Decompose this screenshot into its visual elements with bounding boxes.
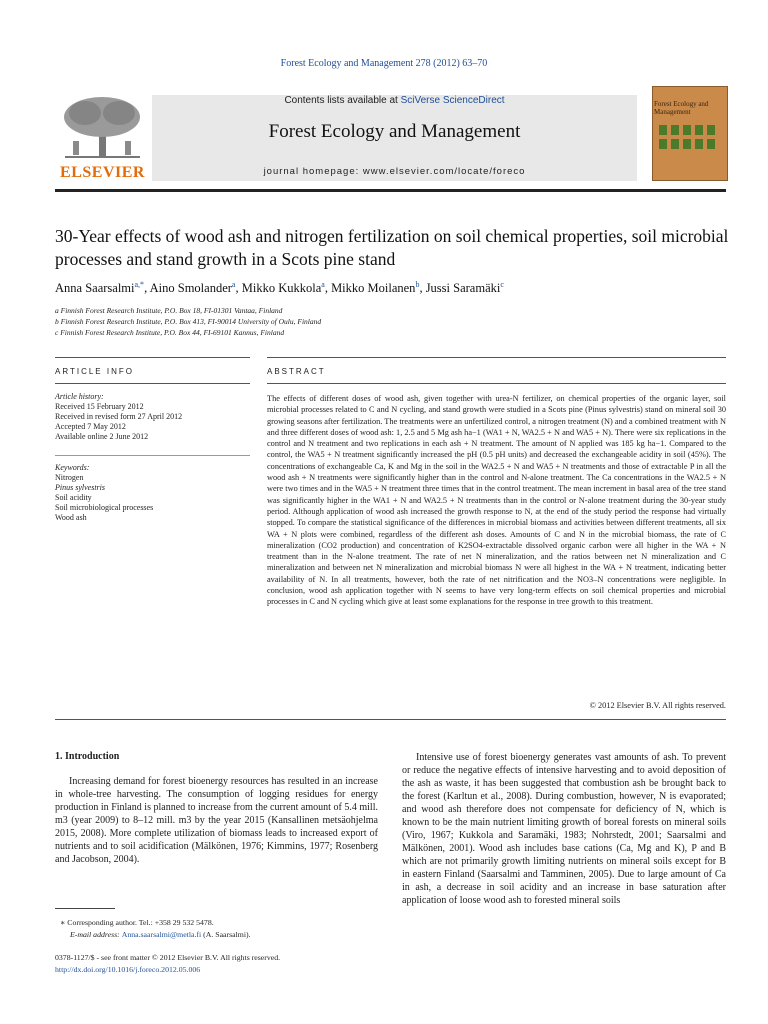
article-info-heading: ARTICLE INFO [55, 367, 134, 376]
history-item: Available online 2 June 2012 [55, 432, 149, 441]
history-item: Accepted 7 May 2012 [55, 422, 126, 431]
article-info-rule [55, 383, 250, 384]
email-note [70, 929, 251, 940]
abstract-heading: ABSTRACT [267, 367, 326, 376]
abstract-text: The effects of different doses of wood ash, given together with urea-N fertilizer, on chemical properties of the organic layer, soil microbial processes related to C and N cycling, and stand growth were studied in a Scots pine (Pinus sylvestris) stand on mineral soil 30 growing seasons after fertilization. The treatments were an unfertilized control, a nitrogen treatment (N) and a combined treatment with N and three different doses of wood ash: 1, 2.5 and 5 Mg ash ha−1 (WA1 + N, WA2.5 + N and WA5 + N). There were six replications in the control and N treatment and two replications in each ash + N treatment. The amount of N applied was 185 kg ha−1. Compared to the control, the WA5 + N treatment significantly increased the pH (0.5 pH units) and decreased the exchangeable acidity in soil (45%). The concentrations of exchangeable Ca, K and Mg in the soil in the WA2.5 + N and WA5 + N treatments and those of extractable P in all the wood ash + N treatments were significantly higher than in the control and N-alone treatment. The Ca concentrations in the WA2.5 + N were two times and in the WA5 + N treatment three times that in the control treatment. The mean increment in basal area of the tree stand was significantly higher in the WA1 + N and WA2.5 + N treatments than in the control or N-alone treatment during the 30-year study period. Although application of wood ash increased the growth response to N, at the end of the study period the response had virtually stopped. To compare the statistical significance of the differences in microbial biomass and activities between different treatments, all six WA + N plots were combined, regardless of the different ash doses. Amounts of C and N in the microbial biomass, the rate of C mineralization (CO2 production) and concentration of K2SO4-extractable dissolved organic carbon were all higher in the WA + N treatment than in the N-alone treatment. The rate of net N mineralization, and the ratios between net N mineralization and C mineralization and between net N mineralization and microbial biomass N were all highest in the WA + N treatment, indicating better availability of N. In all treatments, however, both the rate of net nitrification and the NO3–N concentrations were negligible. In conclusion, wood ash application together with N seems to have very long-term effects on soil chemical properties and microbial processes in C and N cycling which give at least some explanations for the response in tree growth to this treatment. [267, 394, 726, 607]
email-link[interactable]: Anna.saarsalmi@metla.fi [121, 930, 202, 939]
journal-homepage[interactable]: journal homepage: www.elsevier.com/locate/foreco [263, 166, 526, 177]
history-item: Received 15 February 2012 [55, 402, 144, 411]
keyword-item: Soil microbiological processes [55, 503, 154, 512]
keywords [55, 463, 250, 523]
keyword-item: Nitrogen [55, 473, 84, 482]
keywords-rule [55, 455, 250, 456]
journal-reference[interactable]: Forest Ecology and Management 278 (2012) 63–70 [280, 58, 488, 69]
author-affiliation-mark[interactable]: a [231, 280, 236, 289]
author-name: Mikko Moilanen [331, 281, 416, 296]
article-history [55, 392, 250, 442]
keyword-item: Pinus sylvestris [55, 483, 105, 492]
footnote-rule [55, 908, 115, 909]
issn-line: 0378-1127/$ - see front matter © 2012 Elsevier B.V. All rights reserved. [55, 953, 281, 962]
paper-title: 30-Year effects of wood ash and nitrogen fertilization on soil chemical properties, soil microbial processes and stand growth in a Scots pine stand [55, 226, 729, 269]
author-name: Mikko Kukkola [241, 281, 322, 296]
author-name: Anna Saarsalmi [55, 281, 135, 296]
email-label: E-mail address: [70, 930, 122, 939]
abstract-rule [267, 383, 726, 384]
header-rule [55, 189, 726, 192]
corresponding-author-note: ∗ Corresponding author. Tel.: +358 29 532 5478. [60, 918, 214, 927]
copyright-notice: © 2012 Elsevier B.V. All rights reserved. [589, 701, 726, 710]
abstract-rule [267, 357, 726, 358]
history-label: Article history: [55, 392, 104, 401]
history-item: Received in revised form 27 April 2012 [55, 412, 183, 421]
keyword-item: Soil acidity [55, 493, 92, 502]
cover-title: Forest Ecology and Management [654, 100, 709, 116]
elsevier-logo-text: ELSEVIER [60, 164, 145, 181]
introduction-heading: 1. Introduction [55, 751, 120, 762]
affiliation: b Finnish Forest Research Institute, P.O. Box 413, FI-90014 University of Oulu, Finland [55, 317, 322, 326]
keywords-label: Keywords: [55, 463, 90, 472]
article-info-rule [55, 357, 250, 358]
author-affiliation-mark[interactable]: a,* [134, 280, 145, 289]
introduction-right-paragraph: Intensive use of forest bioenergy generates vast amounts of ash. To prevent or reduce the negative effects of intensive harvesting and to avoid deposition of the ash as waste, it has been suggested that combustion ash be brought back to the forest (Karltun et al., 2008). During combustion, however, N is evaporated; and wood ash therefore does not compensate for deficiency of N, which is known to be the main nutrient limiting growth of boreal forests on mineral soils (Viro, 1967; Kukkola and Saramäki, 1983; Nohrstedt, 2001; Saarsalmi and Mälkönen, 2001). Wood ash includes base cations (Ca, Mg and K), P and B which are not primarily growth limiting nutrients on mineral soils except for B in eastern Finland (Saarsalmi and Tamminen, 2005). Due to large amount of Ca in ash, a decrease in soil acidity and an increase in base saturation after application of loose wood ash to forested mineral soils [402, 752, 726, 906]
author-affiliation-mark[interactable]: c [500, 280, 504, 289]
email-suffix: (A. Saarsalmi). [201, 930, 251, 939]
doi-link[interactable]: http://dx.doi.org/10.1016/j.foreco.2012.05.006 [55, 965, 201, 974]
affiliation: c Finnish Forest Research Institute, P.O. Box 44, FI-69101 Kannus, Finland [55, 328, 285, 337]
author-name: Jussi Saramäki [425, 281, 501, 296]
journal-title: Forest Ecology and Management [268, 121, 521, 142]
sciencedirect-link[interactable]: SciVerse ScienceDirect [400, 95, 505, 106]
author-affiliation-mark[interactable]: b [415, 280, 420, 289]
author-affiliation-mark[interactable]: a [321, 280, 325, 289]
author-list: Anna Saarsalmi$^{a,*}$, Aino Smolander$^a$, Mikko Kukkola$^a$, Mikko Moilanen$^b$, Jussi Saramäki$^c$ [55, 280, 504, 296]
affiliation: a Finnish Forest Research Institute, P.O. Box 18, FI-01301 Vantaa, Finland [55, 306, 283, 315]
abstract-bottom-rule [55, 719, 726, 720]
contents-prefix: Contents lists available at [284, 95, 401, 106]
introduction-left-paragraph: Increasing demand for forest bioenergy resources has resulted in an increase in whole-tree harvesting. The consumption of logging residues for energy production in Finland is planned to increase from the current amount of 5.4 mill. m3 (year 2009) to 8–12 mill. m3 by the year 2015 (Kansallinen metsäohjelma 2015, 2008). More complete utilization of biomass leads to increased export of nutrients and to soil acidification (Mälkönen, 1976; Kimmins, 1977; Rosenberg and Jacobson, 2004). [55, 776, 378, 865]
keyword-item: Wood ash [55, 513, 87, 522]
author-name: Aino Smolander [149, 281, 232, 296]
contents-line [152, 95, 637, 106]
